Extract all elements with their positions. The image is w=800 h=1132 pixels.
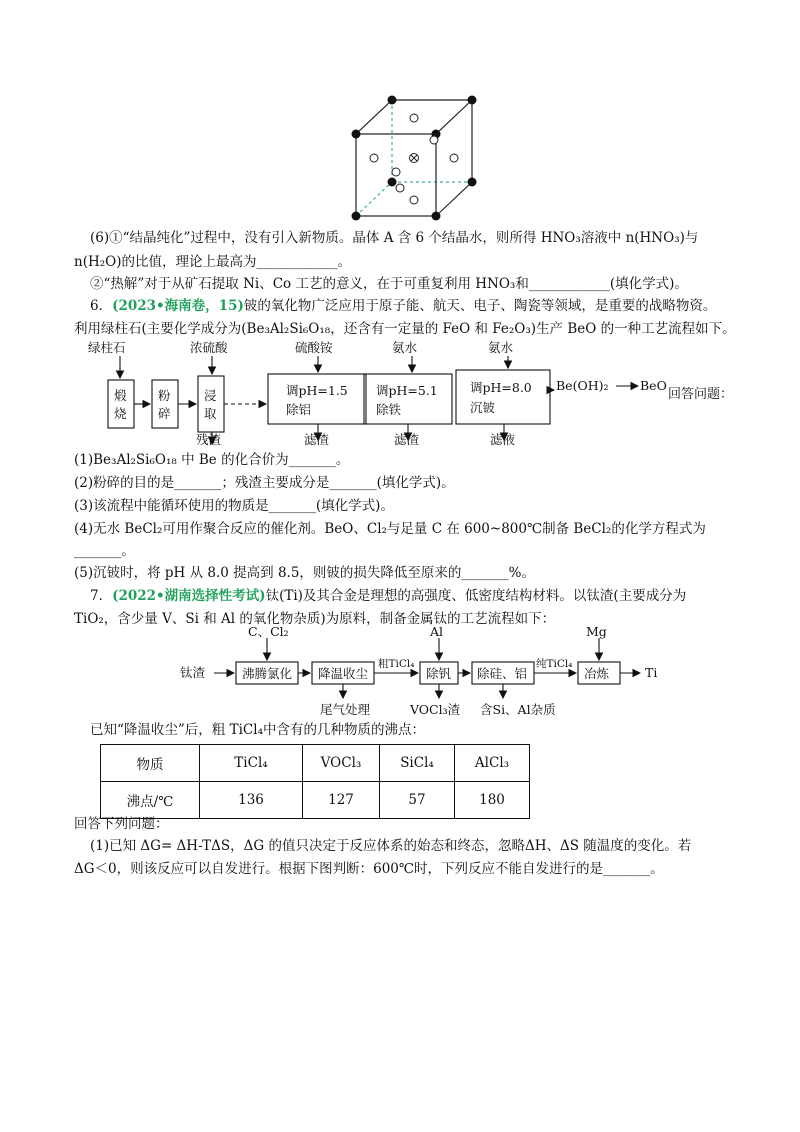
q6-sub4a: (4)无水 BeCl₂可用作聚合反应的催化剂。BeO、Cl₂与足量 C 在 600~800℃制备 BeCl₂的化学方程式为 (74, 521, 706, 537)
box-label: 煅 (114, 388, 127, 403)
reagent-label: Mg (586, 626, 607, 639)
table-cell: 127 (303, 782, 380, 819)
face-atom (410, 196, 418, 204)
output-label: 滤液 (490, 432, 516, 447)
question-intro: 钛(Ti)及其合金是理想的高强度、低密度结构材料。以钛渣(主要成分为 (265, 588, 687, 604)
process-box (198, 376, 224, 432)
process-box (268, 374, 366, 424)
box-label: 沉铍 (470, 400, 496, 415)
question-number: 6． (90, 298, 113, 314)
face-atom (450, 154, 458, 162)
box-label: 粉 (158, 388, 171, 403)
q6-sub5: (5)沉铍时，将 pH 从 8.0 提高到 8.5，则铍的损失降低至原来的_______%。 (74, 565, 536, 581)
q6-sub3: (3)该流程中能循环使用的物质是_______(填化学式)。 (74, 498, 394, 514)
table-row (101, 745, 530, 782)
output-label: VOCl₃渣 (410, 702, 461, 717)
reagent-label: 浓硫酸 (190, 340, 228, 355)
table-cell: 136 (200, 782, 303, 819)
input-label: 钛渣 (180, 665, 206, 680)
corner-atom (468, 178, 477, 187)
crystal-cell-figure (340, 90, 490, 230)
face-atom (392, 168, 400, 176)
reagent-label: Al (430, 626, 444, 639)
table-cell: 180 (455, 782, 530, 819)
q6-heading (90, 296, 716, 316)
question-source: (2022•湖南选择性考试) (112, 588, 266, 604)
answer-lead: 回答问题： (668, 387, 734, 402)
corner-atom (352, 130, 361, 139)
box-label: 除硅、铝 (477, 666, 528, 681)
q7-sub1b: ΔG＜0，则该反应可以自发进行。根据下图判断：600℃时，下列反应不能自发进行的是_______。 (74, 861, 664, 877)
product-label: Ti (645, 665, 658, 680)
product-label: BeO (640, 378, 667, 393)
corner-atom (432, 212, 441, 221)
process-box (456, 370, 550, 424)
output-label: 滤渣 (304, 432, 330, 447)
box-label: 调pH=5.1 (376, 383, 438, 398)
reagent-label: C、Cl₂ (248, 626, 289, 639)
box-label: 沸腾氯化 (242, 666, 293, 681)
q6-part6-line3: ②“热解”对于从矿石提取 Ni、Co 工艺的意义，在于可重复利用 HNO₃和____________(填化学式)。 (90, 276, 688, 292)
boiling-point-table (100, 744, 530, 819)
box-label: 除铝 (286, 402, 312, 417)
question-intro: 铍的氧化物广泛应用于原子能、航天、电子、陶瓷等领域，是重要的战略物资。 (243, 298, 717, 314)
box-label: 除钒 (426, 666, 452, 681)
box-label: 取 (204, 406, 217, 421)
product-label: Be(OH)₂ (556, 378, 609, 393)
beryllium-process-flow (80, 340, 740, 450)
corner-atom (468, 96, 477, 105)
box-label: 降温收尘 (318, 666, 369, 681)
titanium-process-flow (180, 626, 680, 722)
reagent-label: 氨水 (392, 340, 418, 355)
box-label: 调pH=1.5 (286, 383, 348, 398)
table-header-cell: AlCl₃ (455, 745, 530, 782)
output-label: 尾气处理 (320, 702, 371, 717)
box-label: 浸 (204, 388, 217, 403)
box-label: 冶炼 (584, 666, 610, 681)
q6-intro-line2: 利用绿柱石(主要化学成分为(Be₃Al₂Si₆O₁₈，还含有一定量的 FeO 和 Fe₂O₃)生产 BeO 的一种工艺流程如下。 (74, 321, 736, 337)
q6-sub2: (2)粉碎的目的是_______；残渣主要成分是_______(填化学式)。 (74, 475, 455, 491)
q7-heading (90, 586, 686, 606)
q6-sub4b: _______。 (74, 543, 135, 559)
table-row (101, 782, 530, 819)
q7-table-intro: 已知“降温收尘”后，粗 TiCl₄中含有的几种物质的沸点： (90, 722, 425, 738)
q7-intro-line2: TiO₂，含少量 V、Si 和 Al 的氧化物杂质)为原料，制备金属钛的工艺流程如下： (74, 611, 556, 627)
raw-material-label: 绿柱石 (88, 340, 126, 355)
output-label: 含Si、Al杂质 (480, 702, 556, 717)
reagent-label: 硫酸铵 (295, 340, 333, 355)
arrow-label: 粗TiCl₄ (378, 658, 415, 670)
table-cell: 沸点/℃ (101, 782, 200, 819)
face-atom (396, 184, 404, 192)
output-label: 残渣 (196, 432, 222, 447)
q6-sub1: (1)Be₃Al₂Si₆O₁₈ 中 Be 的化合价为_______。 (74, 452, 350, 468)
table-header-cell: SiCl₄ (380, 745, 455, 782)
corner-atom (388, 96, 397, 105)
q6-part6-line1: (6)①“结晶纯化”过程中，没有引入新物质。晶体 A 含 6 个结晶水，则所得 HNO₃溶液中 n(HNO₃)与 (90, 230, 699, 246)
face-atom (430, 136, 438, 144)
q6-part6-line2: n(H₂O)的比值，理论上最高为____________。 (74, 254, 351, 270)
box-label: 烧 (114, 406, 127, 421)
question-number: 7． (90, 588, 113, 604)
corner-atom (388, 178, 397, 187)
table-header-cell: 物质 (101, 745, 200, 782)
corner-atom (352, 212, 361, 221)
face-atom (410, 114, 418, 122)
reagent-label: 氨水 (488, 340, 514, 355)
q7-answer-lead: 回答下列问题： (74, 816, 169, 832)
box-label: 调pH=8.0 (470, 380, 532, 395)
table-cell: 57 (380, 782, 455, 819)
box-label: 除铁 (376, 402, 402, 417)
output-label: 滤渣 (394, 432, 420, 447)
face-atom (370, 154, 378, 162)
table-header-cell: TiCl₄ (200, 745, 303, 782)
question-source: (2023•海南卷，15) (112, 298, 244, 314)
table-header-cell: VOCl₃ (303, 745, 380, 782)
arrow-label: 纯TiCl₄ (536, 658, 573, 670)
box-label: 碎 (158, 406, 171, 421)
q7-sub1a: (1)已知 ΔG= ΔH-TΔS，ΔG 的值只决定于反应体系的始态和终态，忽略ΔH、ΔS 随温度的变化。若 (90, 838, 692, 854)
